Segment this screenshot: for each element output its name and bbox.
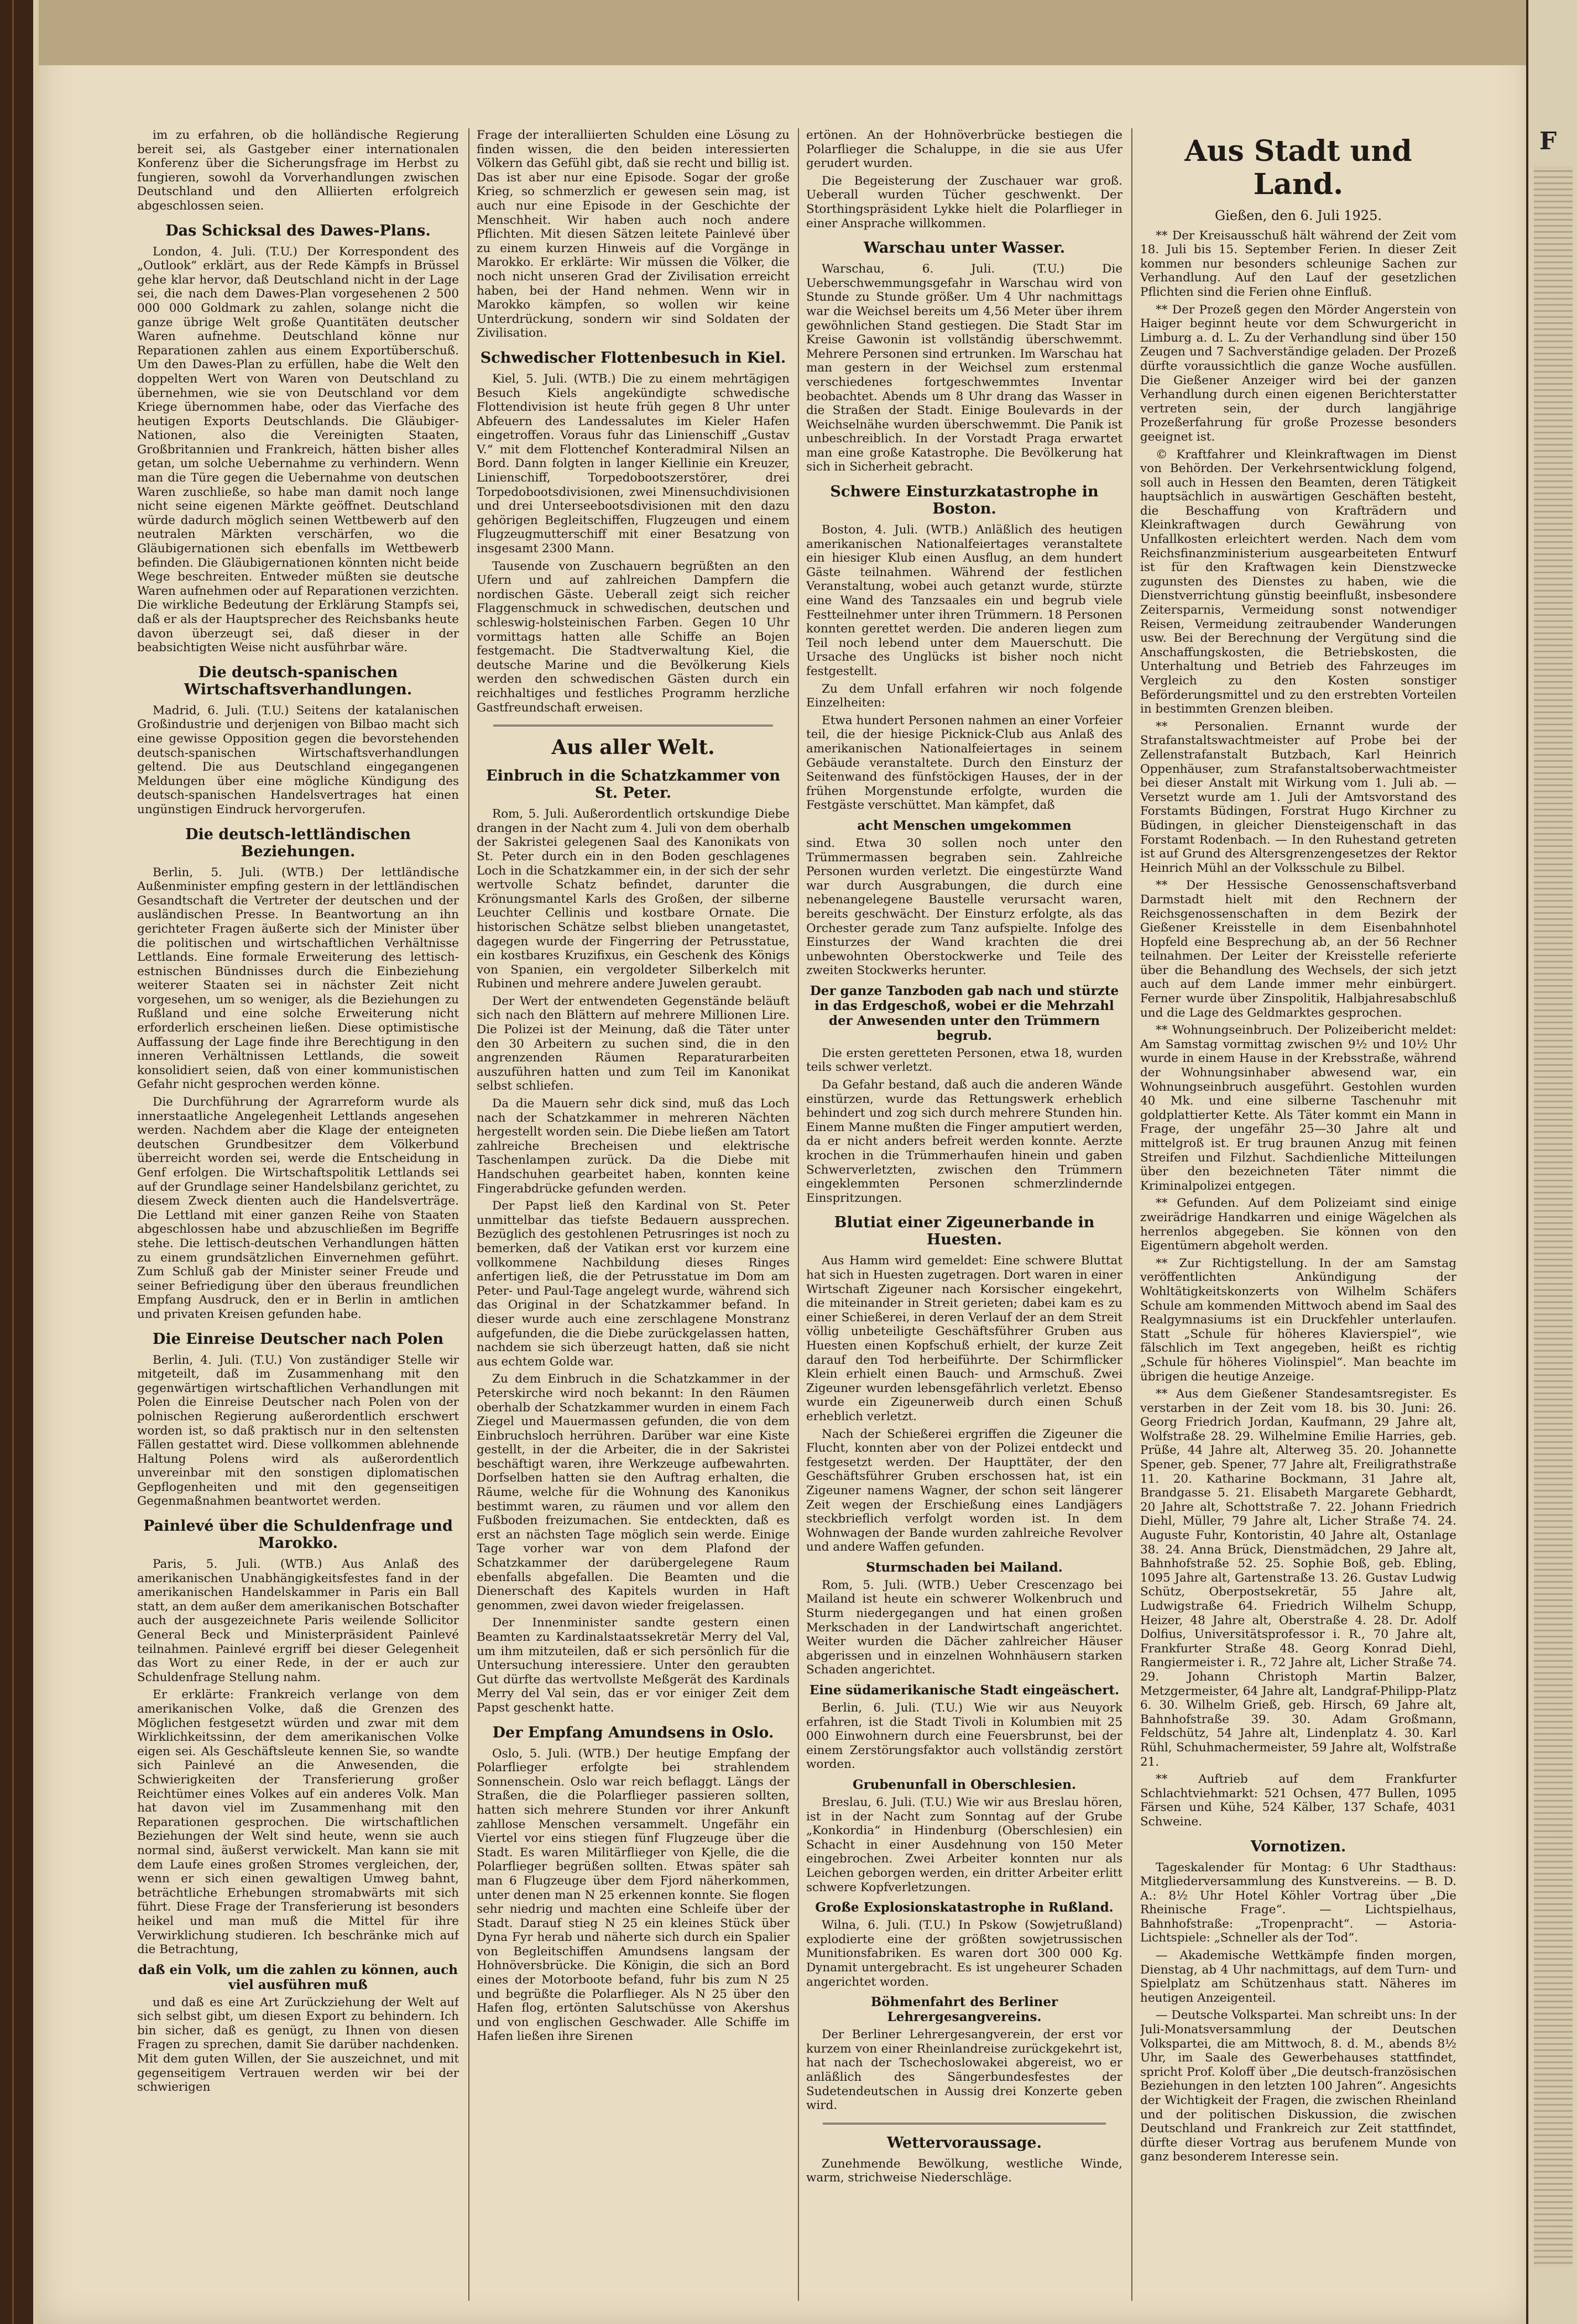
article-subheadline: Große Explosionskatastrophe in Rußland. — [815, 1900, 1114, 1915]
article-paragraph: Zu dem Unfall erfahren wir noch folgende Einzelheiten: — [806, 682, 1122, 710]
article-paragraph: Nach der Schießerei ergriffen die Zigeuner die Flucht, konnten aber von der Polizei entdeckt und festgesetzt werden. Der Haupttäter, der den Geschäftsführer Gruben erschossen hat, ist ein Zigeuner namens Wagner, der schon seit längerer Zeit wegen der Erschießung eines Landjägers steckbrieflich verfolgt worden ist. In dem Wohnwagen der Bande wurden zahlreiche Revolver und andere Waffen gefunden. — [806, 1427, 1122, 1554]
facing-page-letter: F — [1539, 127, 1557, 155]
article-paragraph: Er erklärte: Frankreich verlange von dem amerikanischen Volke, daß die Grenzen des Möglichen festgesetzt würden und zwar mit dem Wirklichkeitssinn, der dem amerikanischen Volke eigen sei. Als Geschäftsleute kennen Sie, so wandte sich Painlevé an die Anwesenden, die Schwierigkeiten der Transferierung großer Reichtümer eines Volkes auf ein anderes Volk. Man hat davon viel im Zusammenhang mit den Reparationen gesprochen. Die wirtschaftlichen Beziehungen der Welt sind heute, wenn sie auch normal sind, äußerst verwickelt. Man kann sie mit dem Laufe eines großen Stromes vergleichen, der, wenn er sich einen gewaltigen Umweg bahnt, beträchtliche Erhebungen stromabwärts mit sich führt. Diese Frage der Transferierung ist besonders heikel und man muß die Mittel für ihre Verwirklichung studieren. Ich beschränke mich auf die Betrachtung, — [137, 1688, 459, 1957]
article-headline: Blutiat einer Zigeunerbande in Huesten. — [834, 1214, 1095, 1249]
article-subheadline: Grubenunfall in Oberschlesien. — [852, 1777, 1077, 1792]
column-1 — [137, 128, 459, 2284]
article-paragraph: ** Gefunden. Auf dem Polizeiamt sind einige zweirädrige Handkarren und einige Wägelchen als herrenlos abgegeben. Sie können von den Eigentümern abgeholt werden. — [1140, 1196, 1456, 1253]
column-rule — [468, 128, 469, 2301]
article-paragraph: ** Personalien. Ernannt wurde der Strafanstaltswachtmeister auf Probe bei der Zellenstrafanstalt Butzbach, Karl Heinrich Oppenhäuser, zum Strafanstaltsoberwachtmeister bei dieser Anstalt mit Wirkung vom 1. Juli ab. — Versetzt wurde am 1. Juli der Amtsvorstand des Forstamts Büdingen, Forstrat Hugo Kirchner zu Büdingen, in gleicher Diensteigenschaft in das Forstamt Rodenbach. — In den Ruhestand getreten ist auf Grund des Altersgrenzengesetzes der Rektor Heinrich Mühl an der Volksschule zu Bilbel. — [1140, 719, 1456, 875]
article-paragraph: ** Der Kreisausschuß hält während der Zeit vom 18. Juli bis 15. September Ferien. In dieser Zeit kommen nur besonders schleunige Sachen zur Verhandlung. Auf den Lauf der gesetzlichen Pflichten sind die Ferien ohne Einfluß. — [1140, 228, 1456, 299]
section-divider — [493, 725, 773, 726]
article-paragraph: Boston, 4. Juli. (WTB.) Anläßlich des heutigen amerikanischen Nationalfeiertages veranstaltete ein hiesiger Klub einen Ausflug, an dem hundert Gäste teilnahmen. Während der festlichen Veranstaltung, wobei auch getanzt wurde, stürzte eine Wand des Tanzsaales ein und begrub viele Festteilnehmer unter ihren Trümmern. 18 Personen konnten gerettet werden. Die anderen liegen zum Teil noch lebend unter dem Mauerschutt. Die Ursache des Unglücks ist bisher noch nicht festgestellt. — [806, 523, 1122, 678]
article-paragraph: im zu erfahren, ob die holländische Regierung bereit sei, als Gastgeber einer internationalen Konferenz über die Sicherungsfrage im Herbst zu fungieren, sowohl da Vorverhandlungen zwischen Deutschland und den Alliierten erfolgreich abgeschlossen seien. — [137, 128, 459, 213]
article-headline: Das Schicksal des Dawes-Plans. — [165, 222, 431, 239]
article-paragraph: Madrid, 6. Juli. (T.U.) Seitens der katalanischen Großindustrie und derjenigen von Bilbao macht sich eine gewisse Opposition gegen die bevorstehenden deutsch-spanischen Wirtschaftsverhandlungen geltend. Die aus Deutschland eingegangenen Meldungen über eine mögliche Kündigung des deutsch-spanischen Handelsvertrages hat einen ungünstigen Eindruck hervorgerufen. — [137, 703, 459, 816]
article-paragraph: Oslo, 5. Juli. (WTB.) Der heutige Empfang der Polarflieger erfolgte bei strahlendem Sonnenschein. Oslo war reich beflaggt. Längs der Straßen, die die Polarflieger passieren sollten, hatten sich mehrere Stunden vor ihrer Ankunft zahllose Menschen versammelt. Ungefähr ein Viertel vor eins stiegen fünf Flugzeuge über die Stadt. Es waren Militärflieger von Kjelle, die die Polarflieger begrüßen sollten. Etwas später sah man 6 Flugzeuge über dem Fjord näherkommen, unter denen man N 25 erkennen konnte. Sie flogen sehr niedrig und machten eine Schleife über der Stadt. Darauf stieg N 25 ein kleines Stück über Dyna Fyr herab und näherte sich durch ein Spalier von Begleitschiffen Amundsens langsam der Hohnöversbrücke. Die Königin, die sich an Bord eines der Motorboote befand, fuhr bis zum N 25 und begrüßte die Polarflieger. Als N 25 über den Hafen flog, ertönten Salutschüsse von Akershus und von englischen Geschwader. Alle Schiffe im Hafen ließen ihre Sirenen — [477, 1746, 790, 2044]
article-paragraph: London, 4. Juli. (T.U.) Der Korrespondent des „Outlook“ erklärt, aus der Rede Kämpfs in Brüssel gehe klar hervor, daß Deutschland nicht in der Lage sei, die nach dem Dawes-Plan vorgesehenen 2 500 000 000 Goldmark zu zahlen, solange nicht die ganze übrige Welt große Quantitäten deutscher Waren aufnehme. Deutschland könne nur Reparationen zahlen aus einem Exportüberschuß. Um den Dawes-Plan zu erfüllen, habe die Welt den doppelten Wert von Waren von Deutschland zu übernehmen, wie sie von Deutschland vor dem Kriege übernommen habe, oder das Vierfache des heutigen Exports Deutschlands. Die Gläubiger-Nationen, also die Vereinigten Staaten, Großbritannien und Frankreich, hätten bisher alles getan, um solche Uebernahme zu verhindern. Wenn man die Türe gegen die Uebernahme von deutschen Waren zuschließe, so habe man damit noch lange nicht seine eigenen Märkte geöffnet. Deutschland würde dadurch möglich seinen Wettbewerb auf den neutralen Märkten verschärfen, wo die Gläubigernationen sich ebenfalls im Wettbewerb befinden. Die Gläubigernationen könnten nicht beide Wege beschreiten. Entweder müßten sie deutsche Waren aufnehmen oder auf Reparationen verzichten. Die wirkliche Bedeutung der Erklärung Stampfs sei, daß er als der Hauptsprecher des Reichsbanks heute davon überzeugt sei, daß dieser in der beabsichtigten Weise nicht ausführbar wäre. — [137, 244, 459, 655]
article-paragraph: Die Begeisterung der Zuschauer war groß. Ueberall wurden Tücher geschwenkt. Der Storthingspräsident Lykke hielt die Polarflieger in einer Ansprache willkommen. — [806, 174, 1122, 231]
article-paragraph: Der Papst ließ den Kardinal von St. Peter unmittelbar das tiefste Bedauern aussprechen. Bezüglich des gestohlenen Petrusringes ist noch zu bemerken, daß der Vatikan erst vor kurzem eine vollkommene Nachbildung dieses Ringes anfertigen ließ, die der Petrusstatue im Dom am Peter- und Paul-Tage angelegt wurde, während sich das Original in der Schatzkammer befand. In dieser wurde auch eine zerschlagene Monstranz aufgefunden, die die Diebe zurückgelassen hatten, nachdem sie sich überzeugt hatten, daß sie nicht aus echtem Golde war. — [477, 1199, 790, 1369]
section-heading: Aus Stadt und Land. — [1184, 134, 1412, 201]
article-paragraph: Kiel, 5. Juli. (WTB.) Die zu einem mehrtägigen Besuch Kiels angekündigte schwedische Flottendivision ist heute früh gegen 8 Uhr unter Abfeuern des Landessalutes im Kieler Hafen eingetroffen. Voraus fuhr das Linienschiff „Gustav V.“ mit dem Flottenchef Konteradmiral Nilsen an Bord. Dann folgten in langer Kiellinie ein Kreuzer, Linienschiff, Torpedobootszerstörer, drei Torpedobootsdivisionen, zwei Minensuchdivisionen und drei Unterseebootsdivisionen mit den dazu gehörigen Begleitschiffen, Flugzeugen und einem Flugzeugmutterschiff mit einer Besatzung von insgesamt 2300 Mann. — [477, 371, 790, 556]
article-paragraph: Da Gefahr bestand, daß auch die anderen Wände einstürzen, wurde das Rettungswerk erheblich behindert und zog sich durch mehrere Stunden hin. Einem Manne mußten die Finger amputiert werden, da er nicht anders befreit werden konnte. Aerzte krochen in die Trümmerhaufen hinein und gaben Schwerverletzten, zwischen den Trümmern eingeklemmten Personen schmerzlindernde Einspritzungen. — [806, 1078, 1122, 1205]
article-headline: Die deutsch-lettländischen Beziehungen. — [185, 825, 411, 860]
article-paragraph: Der Innenminister sandte gestern einen Beamten zu Kardinalstaatssekretär Merry del Val, um ihm mitzuteilen, daß er sich persönlich für die Untersuchung interessiere. Unter den geraubten Gut dürfte das wertvollste Meßgerät des Kardinals Merry del Val sein, das er vor einiger Zeit dem Papst geschenkt hatte. — [477, 1616, 790, 1715]
article-paragraph: Da die Mauern sehr dick sind, muß das Loch nach der Schatzkammer in mehreren Nächten hergestellt worden sein. Die Diebe ließen am Tatort zahlreiche Brecheisen und elektrische Taschenlampen zurück. Da die Diebe mit Handschuhen gearbeitet haben, konnten keine Fingerabdrücke gefunden werden. — [477, 1097, 790, 1196]
article-paragraph: — Deutsche Volkspartei. Man schreibt uns: In der Juli-Monatsversammlung der Deutschen Volkspartei, die am Mittwoch, 8. d. M., abends 8½ Uhr, im Saale des Gewerbehauses stattfindet, spricht Prof. Koloff über „Die deutsch-französischen Beziehungen in den letzten 100 Jahren“. Angesichts der Wichtigkeit der Fragen, die zwischen Rheinland und der politischen Diskussion, die zwischen Deutschland und Frankreich zur Zeit stattfindet, dürfte dieser Vortrag aus berufenem Munde von ganz besonderem Interesse sein. — [1140, 2008, 1456, 2164]
article-paragraph: Berlin, 4. Juli. (T.U.) Von zuständiger Stelle wir mitgeteilt, daß im Zusammenhang mit den gegenwärtigen wirtschaftlichen Verhandlungen mit Polen die Einreise Deutscher nach Polen von der polnischen Regierung außerordentlich erschwert worden ist, so daß praktisch nur in den seltensten Fällen gestattet wird. Diese vollkommen ablehnende Haltung Polens wird als außerordentlich unvereinbar mit den sonstigen diplomatischen Gepflogenheiten und mit den gegenseitigen Gegenmaßnahmen beantwortet werden. — [137, 1353, 459, 1509]
article-paragraph: Rom, 5. Juli. (WTB.) Ueber Crescenzago bei Mailand ist heute ein schwerer Wolkenbruch und Sturm niedergegangen und hat einen großen Merkschaden in der Landwirtschaft angerichtet. Weiter wurden die Dächer zahlreicher Häuser abgerissen und in einzelnen Wohnhäusern starken Schaden angerichtet. — [806, 1578, 1122, 1677]
section-divider — [823, 2123, 1106, 2124]
section-heading: Aus aller Welt. — [551, 736, 715, 760]
article-subheadline: Sturmschaden bei Mailand. — [866, 1559, 1063, 1575]
article-headline: Schwedischer Flottenbesuch in Kiel. — [480, 349, 786, 367]
article-paragraph: Der Wert der entwendeten Gegenstände beläuft sich nach den Blättern auf mehrere Millionen Lire. Die Polizei ist der Meinung, daß die Täter unter den 30 Arbeitern zu suchen sind, die in den angrenzenden Räumen Reparaturarbeiten auszuführen hatten und zum Teil im Kanonikat selbst schliefen. — [477, 994, 790, 1093]
article-headline: Wettervoraussage. — [886, 2134, 1042, 2152]
article-headline: Painlevé über die Schuldenfrage und Marokko. — [143, 1517, 453, 1552]
article-paragraph: Die Durchführung der Agrarreform wurde als innerstaatliche Angelegenheit Lettlands angesehen werden. Nachdem aber die Klage der enteigneten deutschen Grundbesitzer dem Völkerbund überreicht worden sei, werde die Entscheidung in Genf erfolgen. Die Wirtschaftspolitik Lettlands sei auf der Grundlage seiner Handelsbilanz gerichtet, zu diesem Zweck dienten auch die Handelsverträge. Die Lettland mit einer ganzen Reihe von Staaten abgeschlossen habe und abzuschließen im Begriffe stehe. Die lettisch-deutschen Verhandlungen hätten zu einem grundsätzlichen Einvernehmen geführt. Zum Schluß gab der Minister seiner Freude und seiner Befriedigung über den überaus freundlichen Empfang Ausdruck, den er in Berlin in amtlichen und privaten Kreisen gefunden habe. — [137, 1095, 459, 1321]
article-paragraph: — Akademische Wettkämpfe finden morgen, Dienstag, ab 4 Uhr nachmittags, auf dem Turn- und Spielplatz am Schützenhaus statt. Näheres im heutigen Anzeigenteil. — [1140, 1949, 1456, 2005]
article-subheadline: Der ganze Tanzboden gab nach und stürzte in das Erdgeschoß, wobei er die Mehrzahl der Anwesenden unter den Trümmern begrub. — [810, 983, 1119, 1043]
article-headline: Einbruch in die Schatzkammer von St. Peter. — [485, 767, 780, 802]
article-paragraph: Aus Hamm wird gemeldet: Eine schwere Bluttat hat sich in Huesten zugetragen. Dort waren in einer Wirtschaft Zigeuner nach Korsischer eingekehrt, die miteinander in Streit gerieten; dabei kam es zu einer Schießerei, in deren Verlauf der an dem Streit völlig unbeteiligte Geschäftsführer Gruben aus Huesten einen Kopfschuß erhielt, der kurze Zeit darauf den Tod herbeiführte. Der Schirmflicker Klein erhielt einen Bauch- und Armschuß. Zwei Zigeuner wurden lebensgefährlich verletzt. Ebenso wurde ein Zigeunerweib durch einen Schuß erheblich verletzt. — [806, 1254, 1122, 1423]
article-paragraph: ertönen. An der Hohnöverbrücke bestiegen die Polarflieger die Schaluppe, in die sie aus Ufer gerudert wurden. — [806, 128, 1122, 171]
article-paragraph: Zu dem Einbruch in die Schatzkammer in der Peterskirche wird noch bekannt: In den Räumen oberhalb der Schatzkammer wurden in einem Fach Ziegel und Mauermassen gefunden, die von dem Einbruchsloch herrühren. Darüber war eine Kiste gestellt, in der die Arbeiter, die in der Sakristei beschäftigt waren, ihre Werkzeuge aufbewahrten. Dorfselben hatten sie den Auftrag erhalten, die Räume, welche für die Wohnung des Kanonikus bestimmt waren, zu räumen und vor allem den Fußboden freizumachen. Sie entdeckten, daß es erst an nächsten Tage möglich sein werde. Einige Tage vorher war von dem Plafond der Schatzkammer der darübergelegene Raum ebenfalls abgefallen. Die Beamten und die Dienerschaft des Kapitels wurden in Haft genommen, zwei davon wieder freigelassen. — [477, 1372, 790, 1613]
column-4-local-news — [1140, 128, 1456, 2284]
column-rule — [798, 128, 799, 2301]
article-paragraph: ** Der Prozeß gegen den Mörder Angerstein von Haiger beginnt heute vor dem Schwurgericht in Limburg a. d. L. Zu der Verhandlung sind über 150 Zeugen und 7 Sachverständige geladen. Der Prozeß dürfte voraussichtlich die ganze Woche ausfüllen. Die Gießener Anzeiger wird bei der ganzen Verhandlung durch einen eigenen Berichterstatter vertreten sein, der durch langjährige Prozeßerfahrung für große Prozesse besonders geeignet ist. — [1140, 302, 1456, 444]
article-subheadline: Eine südamerikanische Stadt eingeäschert. — [809, 1683, 1120, 1698]
article-headline: Die Einreise Deutscher nach Polen — [152, 1330, 444, 1348]
article-headline: Die deutsch-spanischen Wirtschaftsverhandlungen. — [184, 663, 412, 698]
article-paragraph: sind. Etwa 30 sollen noch unter den Trümmermassen begraben sein. Zahlreiche Personen wurden verletzt. Die eingestürzte Wand war durch Ausgrabungen, die durch eine nebenangelegene Baustelle verursacht waren, bereits geschwächt. Der Einsturz erfolgte, als das Orchester gerade zum Tanz aufspielte. Infolge des Einsturzes der Wand krachten die drei unbewohnten Oberstockwerke und Teile des zweiten Stockwerks herunter. — [806, 836, 1122, 978]
article-paragraph: Die ersten geretteten Personen, etwa 18, wurden teils schwer verletzt. — [806, 1046, 1122, 1075]
article-headline: Der Empfang Amundsens in Oslo. — [492, 1724, 774, 1741]
article-paragraph: ** Zur Richtigstellung. In der am Samstag veröffentlichten Ankündigung der Wohltätigkeitskonzerts von Wilhelm Schäfers Schule am kommenden Mittwoch abend im Saal des Realgymnasiums ist ein Druckfehler unterlaufen. Statt „Schule für höheres Klavierspiel“, wie fälschlich im Text angegeben, heißt es richtig „Schule für höheres Violinspiel“. Man beachte im übrigen die heutige Anzeige. — [1140, 1256, 1456, 1384]
article-paragraph: Breslau, 6. Juli. (T.U.) Wie wir aus Breslau hören, ist in der Nacht zum Sonntag auf der Grube „Konkordia“ in Hindenburg (Oberschlesien) ein Schacht in einer Ausdehnung von 150 Meter eingebrochen. Zwei Arbeiter konnten nur als Leichen geborgen werden, ein dritter Arbeiter erlitt schwere Kopfverletzungen. — [806, 1796, 1122, 1894]
facing-page-text-stripes — [1534, 166, 1573, 2267]
article-subheadline: acht Menschen umgekommen — [857, 818, 1072, 833]
article-paragraph: Berlin, 5. Juli. (WTB.) Der lettländische Außenminister empfing gestern in der lettländischen Gesandtschaft die Vertreter der deutschen und der ausländischen Presse. In Beantwortung an ihn gerichteter Fragen äußerte sich der Minister über die politischen und wirtschaftlichen Verhältnisse Lettlands. Eine formale Erweiterung des lettisch-estnischen Bündnisses durch die Einbeziehung weiterer Staaten sei in nächster Zeit nicht vorgesehen, um so weniger, als die Beziehungen zu Rußland und eine solche Erweiterung nicht erforderlich erscheinen ließen. Diese optimistische Auffassung der Lage finde ihre Berechtigung in den inneren Verhältnissen Lettlands, die soweit konsolidiert seien, daß von einer kommunistischen Gefahr nicht gesprochen werden könne. — [137, 865, 459, 1092]
book-binding — [0, 0, 33, 2324]
article-paragraph: Zunehmende Bewölkung, westliche Winde, warm, strichweise Niederschläge. — [806, 2156, 1122, 2185]
facing-page-edge — [1526, 0, 1577, 2324]
dateline: Gießen, den 6. Juli 1925. — [1215, 208, 1382, 223]
article-headline: Warschau unter Wasser. — [863, 239, 1066, 257]
article-paragraph: Rom, 5. Juli. Außerordentlich ortskundige Diebe drangen in der Nacht zum 4. Juli von dem oberhalb der Sakristei gelegenen Saal des Kanonikats von St. Peter durch ein in den Boden geschlagenes Loch in die Schatzkammer ein, in der sich der sehr wertvolle Schatz befindet, darunter die Krönungsmantel Karls des Großen, der silberne Leuchter Cellinis und kostbare Ornate. Die historischen Schätze selbst blieben unangetastet, dagegen wurde der Fingerring der Petrusstatue, ein kostbares Kruzifixus, ein Geschenk des Königs von Spanien, ein vergoldeter Silberkelch mit Rubinen und mehrere andere Juwelen geraubt. — [477, 807, 790, 991]
article-paragraph: Etwa hundert Personen nahmen an einer Vorfeier teil, die der hiesige Picknick-Club aus Anlaß des amerikanischen Nationalfeiertages in seinem Gebäude veranstaltete. Durch den Einsturz der Seitenwand des fünfstöckigen Hauses, der in der frühen Morgenstunde erfolgte, wurden die Festgäste verschüttet. Man kämpfet, daß — [806, 713, 1122, 813]
article-headline: Schwere Einsturzkatastrophe in Boston. — [830, 483, 1099, 518]
column-2 — [477, 128, 790, 2284]
article-paragraph: ** Der Hessische Genossenschaftsverband Darmstadt hielt mit den Rechnern der Reichsgenossenschaften in dem Bezirk der Gießener Kreisstelle in dem Eisenbahnhotel Hopfeld eine Besprechung ab, an der 56 Rechner teilnahmen. Der Leiter der Kreisstelle referierte über die Behandlung des Wechsels, der sich jetzt auch auf dem Lande immer mehr einbürgert. Ferner wurde über Zinspolitik, Halbjahresabschluß und die Lage des Geldmarktes gesprochen. — [1140, 878, 1456, 1020]
article-paragraph: und daß es eine Art Zurückziehung der Welt auf sich selbst gibt, um diesen Export zu behindern. Ich bin sicher, daß es genügt, zu Ihnen von diesen Fragen zu sprechen, damit Sie darüber nachdenken. Mit dem guten Willen, der Sie auszeichnet, und mit gegenseitigem Vertrauen werden wir bei der schwierigen — [137, 1995, 459, 2095]
article-subheadline: daß ein Volk, um die zahlen zu können, auch viel ausführen muß — [138, 1962, 458, 1992]
article-paragraph: Wilna, 6. Juli. (T.U.) In Pskow (Sowjetrußland) explodierte eine der größten sowjetrussischen Munitionsfabriken. Es waren dort 300 000 Kg. Dynamit untergebracht. Es ist ungeheurer Schaden angerichtet worden. — [806, 1918, 1122, 1989]
article-paragraph: ** Wohnungseinbruch. Der Polizeibericht meldet: Am Samstag vormittag zwischen 9½ und 10½ Uhr wurde in einem Hause in der Krebsstraße, während der Wohnungsinhaber abwesend war, ein Wohnungseinbruch ausgeführt. Gestohlen wurden 40 Mk. und eine silberne Taschenuhr mit goldplattierter Kette. Als Täter kommt ein Mann in Frage, der ungefähr 25—30 Jahre alt und mittelgroß ist. Er trug braunen Anzug mit feinen Streifen und Filzhut. Sachdienliche Mitteilungen über den bezeichneten Täter nimmt die Kriminalpolizei entgegen. — [1140, 1023, 1456, 1193]
article-paragraph: Tausende von Zuschauern begrüßten an den Ufern und auf zahlreichen Dampfern die nordischen Gäste. Ueberall zeigt sich reicher Flaggenschmuck in schwedischen, deutschen und schleswig-holsteinischen Farben. Gegen 10 Uhr vormittags hatten alle Schiffe an Bojen festgemacht. Die Stadtverwaltung Kiel, die deutsche Marine und die Bevölkerung Kiels werden den schwedischen Gästen durch ein reichhaltiges und festliches Programm herzliche Gastfreundschaft erweisen. — [477, 559, 790, 715]
article-paragraph: Der Berliner Lehrergesangverein, der erst vor kurzem von einer Rheinlandreise zurückgekehrt ist, hat nach der Tschechoslowakei abgereist, wo er anläßlich des Sängerbundesfestes der Sudetendeutschen in Aussig drei Konzerte geben wird. — [806, 2028, 1122, 2113]
article-paragraph: Berlin, 6. Juli. (T.U.) Wie wir aus Neuyork erfahren, ist die Stadt Tivoli in Kolumbien mit 25 000 Einwohnern durch eine Feuersbrunst, bei der einem Zerstörungsfaktor auch vollständig zerstört worden. — [806, 1701, 1122, 1772]
article-paragraph: ** Auftrieb auf dem Frankfurter Schlachtviehmarkt: 521 Ochsen, 477 Bullen, 1095 Färsen und Kühe, 524 Kälber, 137 Schafe, 4031 Schweine. — [1140, 1772, 1456, 1829]
article-paragraph: ** Aus dem Gießener Standesamtsregister. Es verstarben in der Zeit vom 18. bis 30. Juni: 26. Georg Friedrich Jordan, Kaufmann, 29 Jahre alt, Wolfstraße 28. 29. Wilhelmine Emilie Harries, geb. Prüße, 44 Jahre alt, Alterweg 35. 20. Johannette Spener, geb. Spener, 77 Jahre alt, Freiligrathstraße 11. 20. Katharine Bockmann, 31 Jahre alt, Brandgasse 5. 21. Elisabeth Margarete Gebhardt, 20 Jahre alt, Schottstraße 7. 22. Johann Friedrich Diehl, Müller, 79 Jahre alt, Licher Straße 74. 24. Auguste Fuhr, Kontoristin, 40 Jahre alt, Ostanlage 38. 24. Anna Brück, Dienstmädchen, 29 Jahre alt, Bahnhofstraße 52. 25. Sophie Boß, geb. Ebling, 1095 Jahre alt, Gartenstraße 13. 26. Gustav Ludwig Schütz, Oberpostsekretär, 55 Jahre alt, Ludwigstraße 64. Friedrich Wilhelm Schupp, Heizer, 48 Jahre alt, Oberstraße 4. 28. Dr. Adolf Dolfius, Universitätsprofessor i. R., 70 Jahre alt, Frankfurter Straße 48. Georg Konrad Diehl, Rangiermeister i. R., 72 Jahre alt, Licher Straße 74. 29. Johann Christoph Martin Balzer, Metzgermeister, 64 Jahre alt, Landgraf-Philipp-Platz 6. 30. Wilhelm Grieß, geb. Hirsch, 69 Jahre alt, Bahnhofstraße 39. 30. Adam Großmann, Feldschütz, 54 Jahre alt, Lindenplatz 4. 30. Karl Rühl, Schuhmachermeister, 59 Jahre alt, Wolfstraße 21. — [1140, 1387, 1456, 1769]
article-paragraph: Warschau, 6. Juli. (T.U.) Die Ueberschwemmungsgefahr in Warschau wird von Stunde zu Stunde größer. Um 4 Uhr nachmittags war die Weichsel bereits um 4,56 Meter über ihrem gewöhnlichen Stand gestiegen. Die Stadt Star im Kreise Gawonin ist vollständig überschwemmt. Mehrere Personen sind ertrunken. Im Warschau hat man gestern in der Weichsel zum erstenmal verschiedenes fortgeschwemmtes Inventar beobachtet. Abends um 8 Uhr drang das Wasser in die Straßen der Stadt. Einige Boulevards in der Weichselnähe wurden überschwemmt. Die Panik ist unbeschreiblich. In der Vorstadt Praga erwartet man eine große Katastrophe. Die Bevölkerung hat sich in Sicherheit gebracht. — [806, 262, 1122, 474]
column-3 — [806, 128, 1122, 2284]
page-top-margin — [39, 0, 1532, 65]
column-rule — [1131, 128, 1132, 2301]
article-paragraph: Frage der interalliierten Schulden eine Lösung zu finden wissen, die den beiden interessierten Völkern das Gefühl gibt, daß sie recht und billig ist. Das ist aber nur eine Episode. Sogar der große Krieg, so schmerzlich er gewesen sein mag, ist auch nur eine Episode in der Geschichte der Menschheit. Wir haben auch noch andere Pflichten. Mit diesen Sätzen leitete Painlevé über zu einem kurzen Hinweis auf die Vorgänge in Marokko. Er erklärte: Wir müssen die Völker, die noch nicht unseren Grad der Zivilisation erreicht haben, bei der Hand nehmen. Wenn wir in Marokko kämpfen, so wollen wir keine Unterdrückung, sondern wir sind Soldaten der Zivilisation. — [477, 128, 790, 341]
article-paragraph: Paris, 5. Juli. (WTB.) Aus Anlaß des amerikanischen Unabhängigkeitsfestes fand in der amerikanischen Handelskammer in Paris ein Ball statt, an dem außer dem amerikanischen Botschafter auch der ausgezeichnete Paris weilende Sollicitor General Beck und Ministerpräsident Painlevé teilnahmen. Painlevé ergriff bei dieser Gelegenheit das Wort zu einer Rede, in der er auch zur Schuldenfrage Stellung nahm. — [137, 1557, 459, 1684]
article-paragraph: © Kraftfahrer und Kleinkraftwagen im Dienst von Behörden. Der Verkehrsentwicklung folgend, soll auch in Hessen den Beamten, deren Tätigkeit hauptsächlich in auswärtigen Geschäften besteht, die Beschaffung von Krafträdern und Kleinkraftwagen durch Gewährung von Unfallkosten erleichtert werden. Nach dem vom Reichsfinanzministerium ausgearbeiteten Entwurf ist für den Kraftwagen kein Dienstzwecke zugunsten des Dienstes zu haben, wie die Dienstverrichtung günstig beeinflußt, insbesondere Zeitersparnis, Vermeidung sonst notwendiger Reisen, Vermeidung zeitraubender Wanderungen usw. Bei der Berechnung der Vergütung sind die Anschaffungskosten, die Betriebskosten, die Unterhaltung und Betrieb des Fahrzeuges im Vergleich zu den Kosten sonstiger Beförderungsmittel und zu den erstrebten Vorteilen in bestimmten Grenzen bleiben. — [1140, 447, 1456, 716]
article-headline: Vornotizen. — [1250, 1838, 1346, 1855]
article-subheadline: Böhmenfahrt des Berliner Lehrergesangvereins. — [870, 1995, 1058, 2025]
article-paragraph: Tageskalender für Montag: 6 Uhr Stadthaus: Mitgliederversammlung des Kunstvereins. — B. D. A.: 8½ Uhr Hotel Köhler Vortrag über „Die Rheinische Frage“. — Lichtspielhaus, Bahnhofstraße: „Tropenpracht“. — Astoria-Lichtspiele: „Schneller als der Tod“. — [1140, 1860, 1456, 1945]
